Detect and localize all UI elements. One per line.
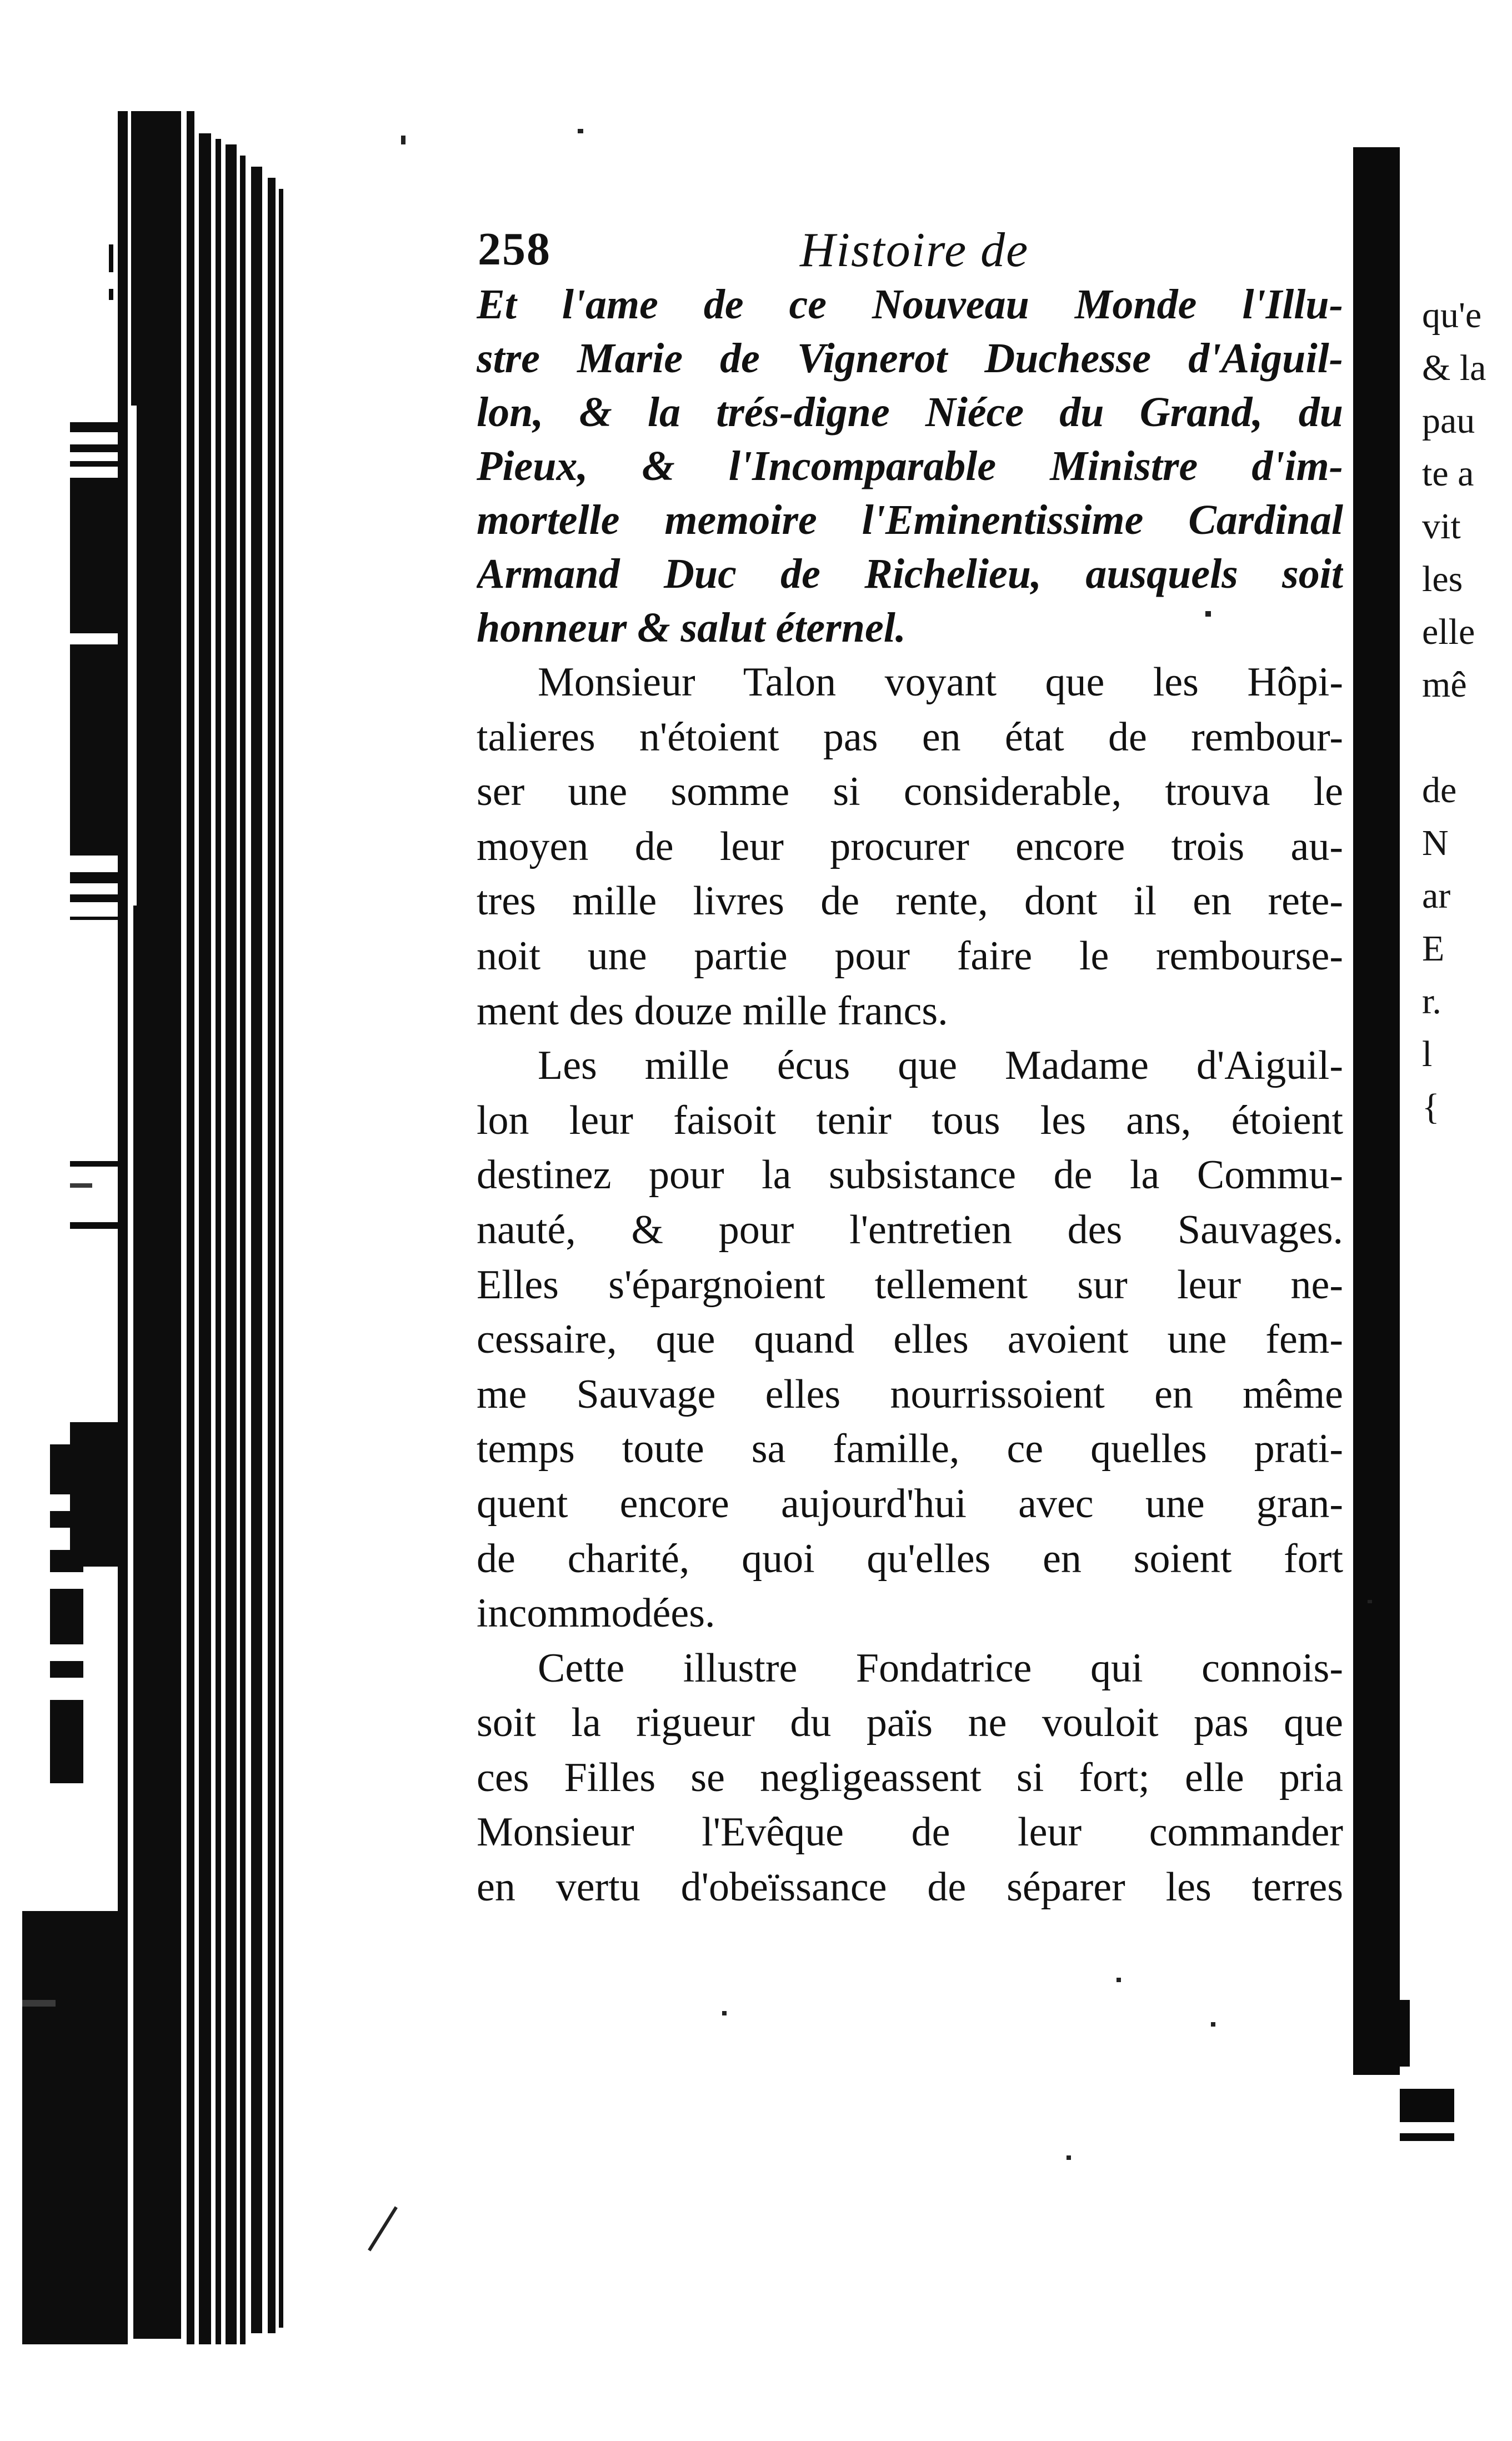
text-line: nauté, & pour l'entretien des Sauvages. — [477, 1207, 1343, 1253]
fragment-line: pau — [1422, 401, 1475, 441]
paragraph — [477, 655, 1343, 1038]
text-line: destinez pour la subsistance de la Commu- — [477, 1152, 1343, 1198]
scan-speck — [722, 2011, 727, 2015]
scan-speck — [1117, 1978, 1121, 1982]
text-line: talieres n'étoient pas en état de rembour- — [477, 714, 1343, 760]
text-line: ment des douze mille francs. — [477, 988, 948, 1034]
paragraph — [477, 1038, 1343, 1641]
fragment-line: N — [1422, 823, 1449, 863]
fragment-line: mê — [1422, 664, 1467, 705]
text-line: Monsieur l'Evêque de leur commander — [477, 1809, 1343, 1855]
fragment-line: vit — [1422, 506, 1461, 547]
fragment-line: ar — [1422, 876, 1451, 916]
fragment-line: & la — [1422, 348, 1486, 388]
fragment-line: les — [1422, 559, 1463, 599]
right-page-edge — [1353, 147, 1400, 2075]
text-line: Pieux, & l'Incomparable Ministre d'im- — [477, 443, 1343, 489]
text-line: quent encore aujourd'hui avec une gran- — [477, 1480, 1343, 1527]
scan-speck — [401, 136, 405, 144]
body-text — [477, 278, 1343, 1915]
fragment-line: elle — [1422, 612, 1475, 652]
text-line: soit la rigueur du païs ne vouloit pas que — [477, 1700, 1343, 1746]
scan-speck — [1211, 2022, 1215, 2027]
italic-dedication — [477, 278, 1343, 655]
text-line: lon, & la trés-digne Niéce du Grand, du — [477, 389, 1343, 436]
scan-speck — [1205, 611, 1211, 617]
text-line: Elles s'épargnoient tellement sur leur ne- — [477, 1262, 1343, 1308]
fragment-line: qu'e — [1422, 295, 1482, 336]
text-line: Monsieur Talon voyant que les Hôpi- — [538, 659, 1343, 705]
text-line: cessaire, que quand elles avoient une fem- — [477, 1317, 1343, 1363]
text-line: moyen de leur procurer encore trois au- — [477, 823, 1343, 869]
text-line: me Sauvage elles nourrissoient en même — [477, 1371, 1343, 1417]
text-line: lon leur faisoit tenir tous les ans, étoient — [477, 1097, 1343, 1143]
text-line: temps toute sa famille, ce quelles prati- — [477, 1426, 1343, 1472]
text-line: mortelle memoire l'Eminentissime Cardinal — [477, 497, 1343, 543]
text-line: ser une somme si considerable, trouva le — [477, 769, 1343, 815]
text-line: Cette illustre Fondatrice qui connois- — [538, 1645, 1343, 1691]
stray-pen-mark — [368, 2206, 398, 2251]
text-line: en vertu d'obeïssance de séparer les terres — [477, 1864, 1343, 1910]
text-line: Et l'ame de ce Nouveau Monde l'Illu- — [477, 281, 1343, 328]
fragment-line: { — [1422, 1087, 1440, 1127]
left-binding-gutter — [0, 0, 311, 2441]
fragment-line: de — [1422, 770, 1457, 811]
fragment-line: E — [1422, 928, 1445, 969]
text-line: honneur & salut éternel. — [477, 604, 906, 651]
text-line: Les mille écus que Madame d'Aiguil- — [538, 1043, 1343, 1089]
text-line: ces Filles se negligeassent si fort; elle pria — [477, 1754, 1343, 1800]
page-number: 258 — [478, 223, 551, 275]
scan-speck — [1067, 2155, 1071, 2160]
scan-speck — [1368, 1600, 1372, 1603]
next-page-text-fragments — [1422, 289, 1512, 1133]
text-line: de charité, quoi qu'elles en soient fort — [477, 1535, 1343, 1582]
text-line: Armand Duc de Richelieu, ausquels soit — [477, 551, 1343, 597]
fragment-line — [1422, 711, 1512, 764]
scan-speck — [578, 129, 583, 133]
text-line: tres mille livres de rente, dont il en rete- — [477, 878, 1343, 924]
paragraph — [477, 1641, 1343, 1915]
fragment-line: l — [1422, 1034, 1433, 1074]
text-line: incommodées. — [477, 1590, 715, 1637]
running-title: Histoire de — [800, 223, 1029, 277]
text-line: stre Marie de Vignerot Duchesse d'Aiguil- — [477, 335, 1343, 382]
text-line: noit une partie pour faire le rembourse- — [477, 933, 1343, 979]
fragment-line: te a — [1422, 453, 1474, 494]
fragment-line: r. — [1422, 981, 1441, 1022]
